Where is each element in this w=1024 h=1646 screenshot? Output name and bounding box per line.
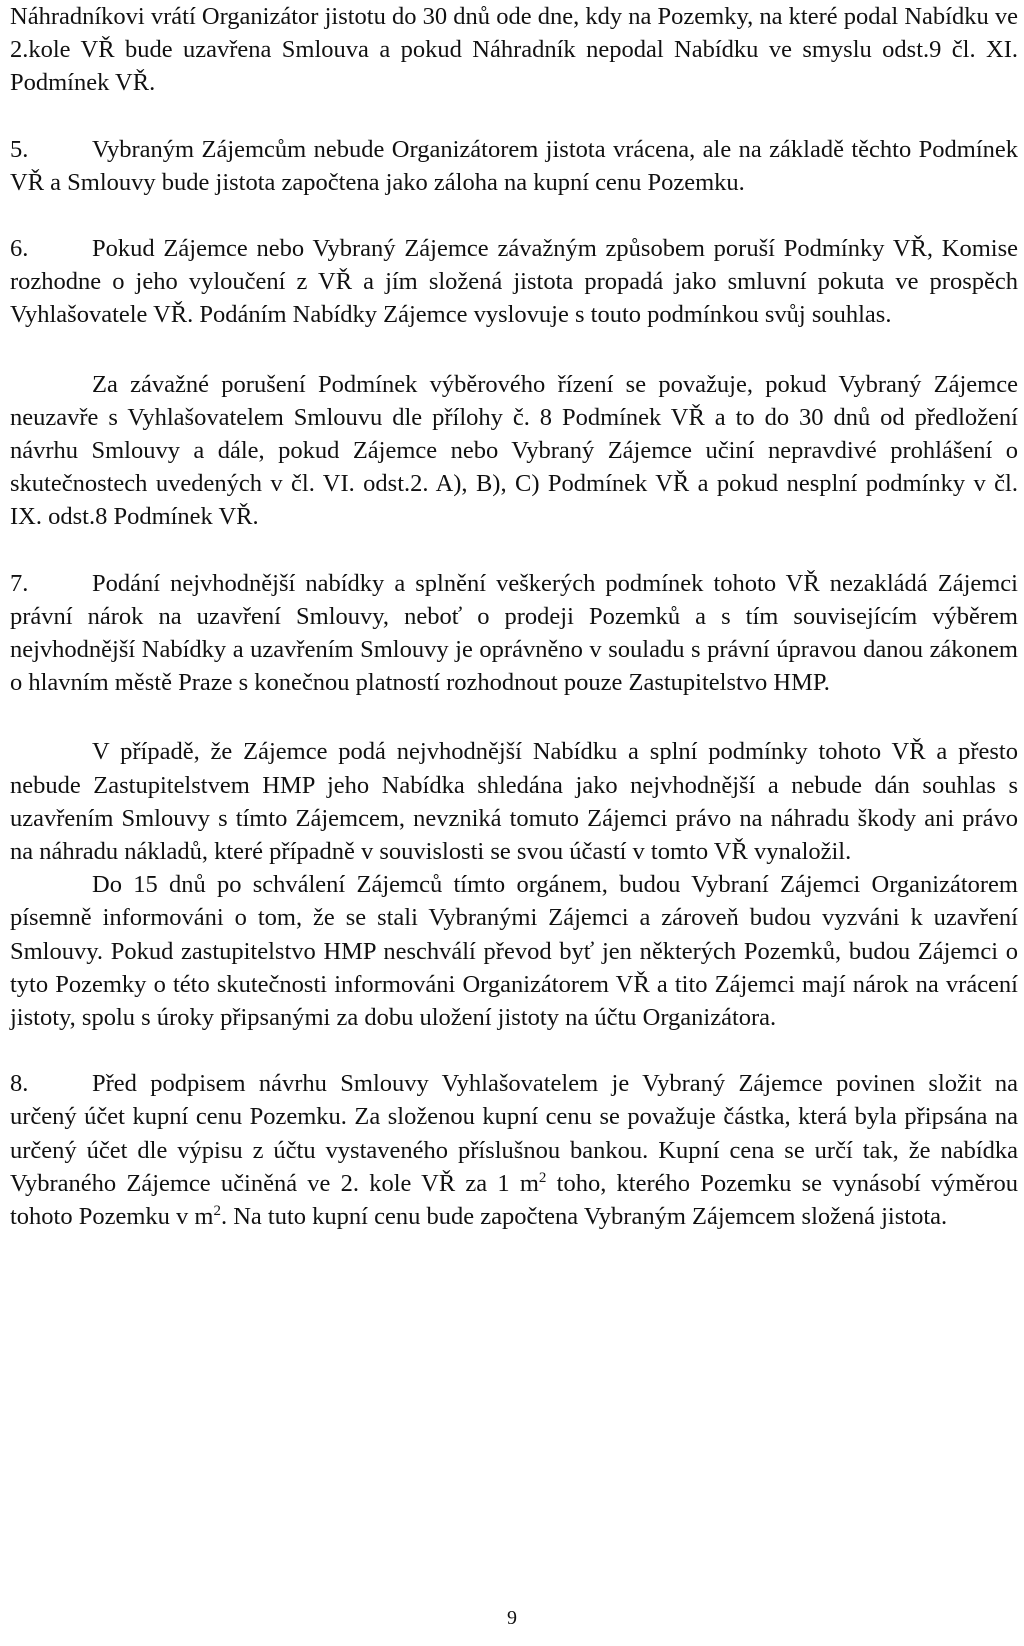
paragraph-7-no-approval: V případě, že Zájemce podá nejvhodnější Nabídku a splní podmínky tohoto VŘ a přesto nebude Zastupitelstvem HMP jeho Nabídka shledána jako nejvhodnější a nebude dán souhlas s uzavřením Smlouvy s tímto Zájemcem, nevzniká tomuto Zájemci právo na náhradu škody ani právo na náhradu nákladů, které případně v souvislosti se svou účastí v tomto VŘ vynaložil. (10, 738, 1018, 866)
document-page (10, 0, 1018, 1233)
paragraph-5-text: Vybraným Zájemcům nebude Organizátorem jistota vrácena, ale na základě těchto Podmínek VŘ a Smlouvy bude jistota započtena jako záloha na kupní cenu Pozemku. (10, 135, 1018, 196)
paragraph-7 (10, 567, 1018, 700)
page-number: 9 (507, 1607, 517, 1629)
paragraph-6-number: 6. (10, 235, 29, 263)
paragraph-6-text: Pokud Zájemce nebo Vybraný Zájemce závažným způsobem poruší Podmínky VŘ, Komise rozhodne o jeho vyloučení z VŘ a jím složená jistota propadá jako smluvní pokuta ve prospěch Vyhlašovatele VŘ. Podáním Nabídky Zájemce vyslovuje s touto podmínkou svůj souhlas. (10, 235, 1018, 329)
paragraph-8-text-3: . Na tuto kupní cenu bude započtena Vybraným Zájemcem složená jistota. (220, 1203, 948, 1231)
superscript-exponent: 2 (213, 1202, 221, 1219)
paragraph-8-number: 8. (10, 1070, 29, 1098)
paragraph-7-number: 7. (10, 569, 29, 597)
paragraph-8 (10, 1067, 1018, 1233)
paragraph-continuation: Náhradníkovi vrátí Organizátor jistotu do 30 dnů ode dne, kdy na Pozemky, na které podal Nabídku ve 2.kole VŘ bude uzavřena Smlouva a pokud Náhradník nepodal Nabídku ve smyslu odst.9 čl. XI. Podmínek VŘ. (10, 3, 1018, 97)
superscript-exponent: 2 (538, 1169, 547, 1186)
paragraph-5-number: 5. (10, 135, 29, 163)
paragraph-5 (10, 133, 1018, 199)
paragraph-8-text-2: toho, kterého Pozemku se vynásobí výměrou tohoto Pozemku v m (10, 1169, 1019, 1231)
paragraph-8-text-1: Před podpisem návrhu Smlouvy Vyhlašovatelem je Vybraný Zájemce povinen složit na určený účet kupní cenu Pozemku. Za složenou kupní cenu se považuje částka, která byla připsána na určený účet dle výpisu z účtu vystaveného příslušnou bankou. Kupní cena se určí tak, že nabídka Vybraného Zájemce učiněná ve 2. kole VŘ za 1 m (10, 1070, 1018, 1197)
paragraph-7-text: Podání nejvhodnější nabídky a splnění veškerých podmínek tohoto VŘ nezakládá Zájemci právní nárok na uzavření Smlouvy, neboť o prodeji Pozemků a s tím souvisejícím výběrem nejvhodnější Nabídky a uzavřením Smlouvy je oprávněno v souladu s právní úpravou danou zákonem o hlavním městě Praze s konečnou platností rozhodnout pouze Zastupitelstvo HMP. (10, 569, 1018, 697)
paragraph-6-serious-breach: Za závažné porušení Podmínek výběrového řízení se považuje, pokud Vybraný Zájemce neuzavře s Vyhlašovatelem Smlouvu dle přílohy č. 8 Podmínek VŘ a to do 30 dnů od předložení návrhu Smlouvy a dále, pokud Zájemce nebo Vybraný Zájemce učiní nepravdivé prohlášení o skutečnostech uvedených v čl. VI. odst.2. A), B), C) Podmínek VŘ a pokud nesplní podmínky v čl. IX. odst.8 Podmínek VŘ. (10, 370, 1018, 531)
paragraph-6 (10, 232, 1018, 332)
paragraph-7-notification: Do 15 dnů po schválení Zájemců tímto orgánem, budou Vybraní Zájemci Organizátorem písemně informováni o tom, že se stali Vybranými Zájemci a zároveň budou vyzváni k uzavření Smlouvy. Pokud zastupitelstvo HMP neschválí převod byť jen některých Pozemků, budou Zájemci o tyto Pozemky o této skutečnosti informováni Organizátorem VŘ a tito Zájemci mají nárok na vrácení jistoty, spolu s úroky připsanými za dobu uložení jistoty na účtu Organizátora. (10, 871, 1018, 1032)
